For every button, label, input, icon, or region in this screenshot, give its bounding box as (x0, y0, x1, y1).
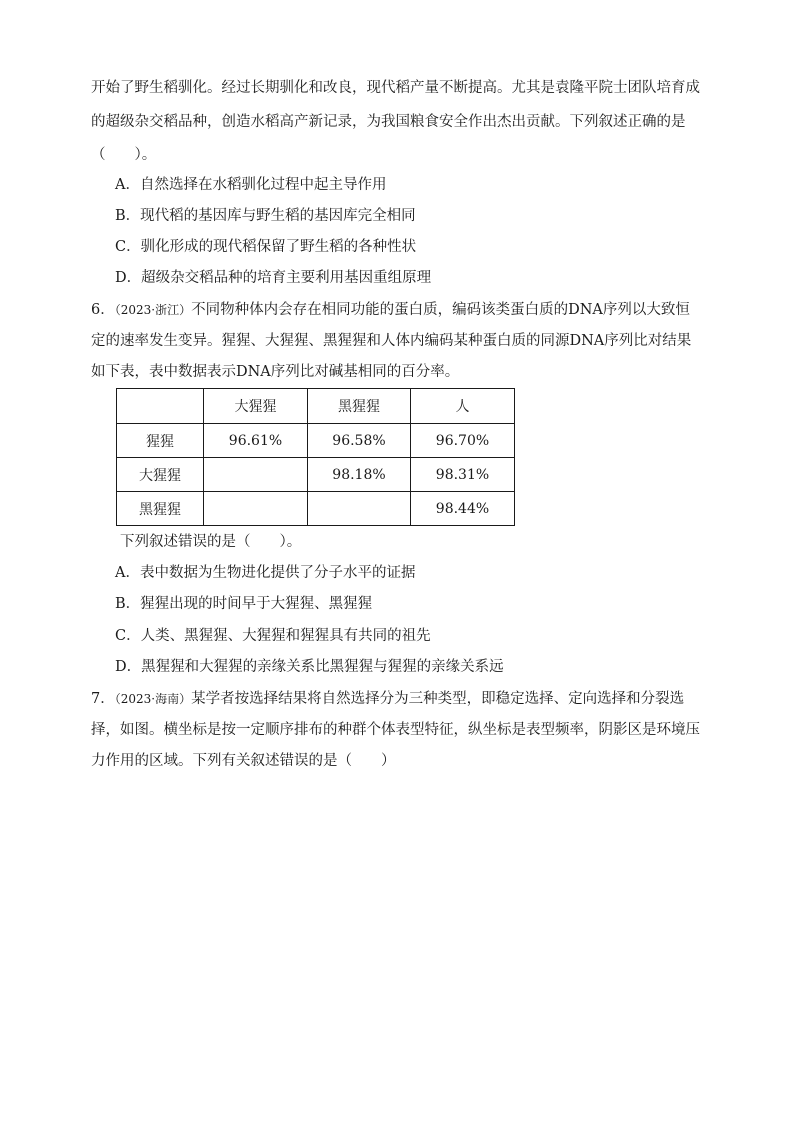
q6-prompt: 下列叙述错误的是（ ）。 (120, 534, 302, 550)
table-cell: 96.58% (308, 424, 411, 458)
q6-source: （2023·浙江） (114, 303, 192, 317)
table-row-label: 大猩猩 (117, 458, 204, 492)
q6-stem-text: 不同物种体内会存在相同功能的蛋白质，编码该类蛋白质的DNA序列以大致恒 (191, 302, 690, 318)
q6-option-c: C．人类、黑猩猩、大猩猩和猩猩具有共同的祖先 (115, 628, 431, 644)
table-header-cell: 人 (411, 389, 515, 424)
table-row (117, 458, 515, 492)
q5-option-d: D．超级杂交稻品种的培育主要利用基因重组原理 (115, 270, 432, 286)
q6-stem-line-2: 定的速率发生变异。猩猩、大猩猩、黑猩猩和人体内编码某种蛋白质的同源DNA序列比对结果 (91, 333, 692, 349)
table-row-label: 黑猩猩 (117, 492, 204, 526)
q6-option-b: B．猩猩出现的时间早于大猩猩、黑猩猩 (115, 596, 373, 612)
q5-stem-line-3: （ ）。 (91, 147, 157, 163)
q5-stem-line-2: 的超级杂交稻品种，创造水稻高产新记录，为我国粮食安全作出杰出贡献。下列叙述正确的是 (91, 114, 686, 130)
table-header-cell: 黑猩猩 (308, 389, 411, 424)
q6-stem-line-1 (91, 300, 690, 320)
q7-stem-text: 某学者按选择结果将自然选择分为三种类型，即稳定选择、定向选择和分裂选 (191, 691, 685, 707)
q6-option-d: D．黑猩猩和大猩猩的亲缘关系比黑猩猩与猩猩的亲缘关系远 (115, 659, 504, 675)
q5-option-b: B．现代稻的基因库与野生稻的基因库完全相同 (115, 208, 416, 224)
q6-stem-line-3: 如下表，表中数据表示DNA序列比对碱基相同的百分率。 (91, 364, 460, 380)
table-cell: 96.61% (204, 424, 308, 458)
q7-stem-line-3: 力作用的区域。下列有关叙述错误的是（ ） (91, 753, 396, 769)
table-cell: 96.70% (411, 424, 515, 458)
q6-number: 6． (91, 302, 115, 318)
q5-stem-line-1: 开始了野生稻驯化。经过长期驯化和改良，现代稻产量不断提高。尤其是袁隆平院士团队培育成 (91, 80, 700, 96)
q7-stem-line-1 (91, 689, 684, 709)
q6-option-a: A．表中数据为生物进化提供了分子水平的证据 (115, 565, 416, 581)
table-cell (204, 492, 308, 526)
q5-option-a: A．自然选择在水稻驯化过程中起主导作用 (115, 177, 387, 193)
q7-stem-line-2: 择，如图。横坐标是按一定顺序排布的种群个体表型特征，纵坐标是表型频率，阴影区是环境压 (91, 722, 700, 738)
table-cell: 98.18% (308, 458, 411, 492)
table-header-cell (117, 389, 204, 424)
dna-comparison-table (116, 388, 515, 526)
table-cell (204, 458, 308, 492)
q7-number: 7． (91, 691, 115, 707)
table-header-row (117, 389, 515, 424)
table-row (117, 492, 515, 526)
table-cell (308, 492, 411, 526)
q5-option-c: C．驯化形成的现代稻保留了野生稻的各种性状 (115, 239, 417, 255)
q7-source: （2023·海南） (114, 692, 192, 706)
table-cell: 98.31% (411, 458, 515, 492)
table-row (117, 424, 515, 458)
table-header-cell: 大猩猩 (204, 389, 308, 424)
table-row-label: 猩猩 (117, 424, 204, 458)
table-cell: 98.44% (411, 492, 515, 526)
